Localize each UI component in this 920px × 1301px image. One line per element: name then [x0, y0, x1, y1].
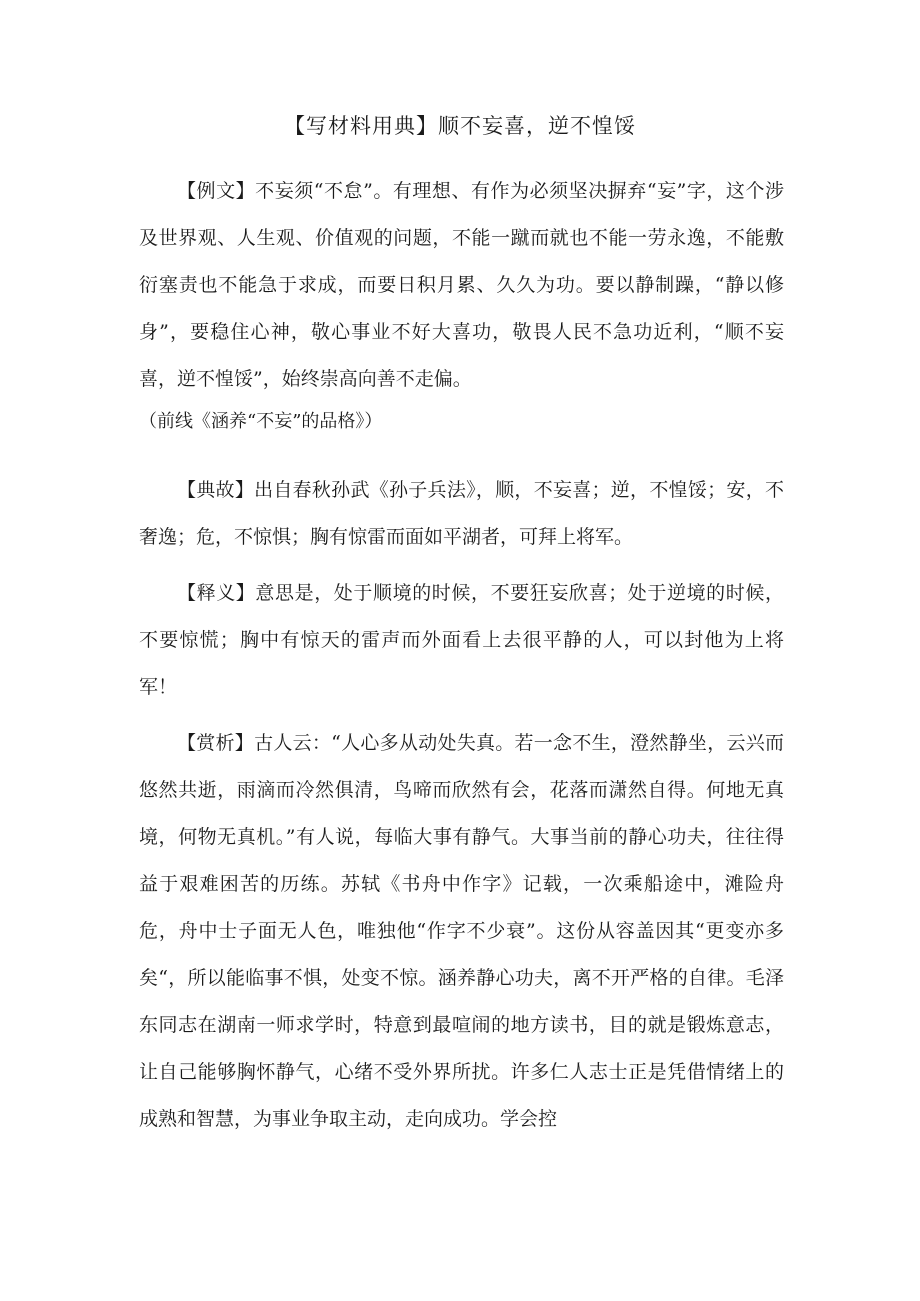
example-label: 【例文】 — [177, 180, 256, 202]
meaning-text: 意思是，处于顺境的时候，不要狂妄欣喜；处于逆境的时候，不要惊慌；胸中有惊天的雷声而外面看上去很平静的人，可以封他为上将军！ — [139, 582, 784, 698]
allusion-text: 出自春秋孙武《孙子兵法》，顺，不妄喜；逆，不惶馁；安，不奢逸；危，不惊惧；胸有惊雷而面如平湖者，可拜上将军。 — [139, 479, 784, 548]
appreciation-text: 古人云：“人心多从动处失真。若一念不生，澄然静坐，云兴而悠然共逝，雨滴而冷然俱清，鸟啼而欣然有会，花落而潇然自得。何地无真境，何物无真机。”有人说，每临大事有静气。大事当前的静心功夫，往往得益于艰难困苦的历练。苏轼《书舟中作字》记载，一次乘船途中，滩险舟危，舟中士子面无人色，唯独他“作字不少衰”。这份从容盖因其“更变亦多矣“，所以能临事不惧，处变不惊。涵养静心功夫，离不开严格的自律。毛泽东同志在湖南一师求学时，特意到最喧闹的地方读书，目的就是锻炼意志，让自己能够胸怀静气，心绪不受外界所扰。许多仁人志士正是凭借情绪上的成熟和智慧，为事业争取主动，走向成功。学会控 — [139, 732, 784, 1130]
source-citation: （前线《涵养“不妄”的品格》） — [139, 411, 383, 432]
example-text: 不妄须“不怠”。有理想、有作为必须坚决摒弃“妄”字，这个涉及世界观、人生观、价值观的问题，不能一蹴而就也不能一劳永逸，不能敷衍塞责也不能急于求成，而要日积月累、久久为功。要以静制躁，“静以修身”，要稳住心神，敬心事业不好大喜功，敬畏人民不急功近利，“顺不妄喜，逆不惶馁”，始终崇高向善不走偏。 — [139, 180, 784, 390]
meaning-paragraph — [139, 570, 784, 711]
meaning-label: 【释义】 — [177, 582, 256, 604]
allusion-paragraph — [139, 467, 784, 561]
example-paragraph — [139, 168, 784, 403]
page-title: 【写材料用典】顺不妄喜，逆不惶馁 — [284, 114, 636, 138]
appreciation-label: 【赏析】 — [177, 732, 255, 754]
allusion-label: 【典故】 — [177, 479, 255, 501]
appreciation-paragraph — [139, 720, 784, 1143]
